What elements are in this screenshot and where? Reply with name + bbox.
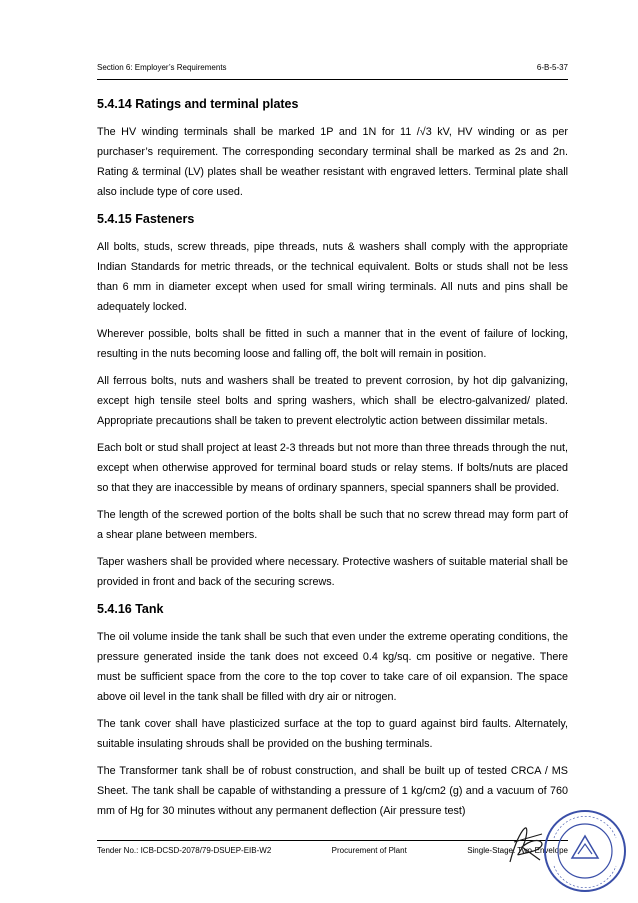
header-section: Section 6: Employer’s Requirements (97, 63, 227, 72)
heading-tank: 5.4.16 Tank (97, 602, 164, 616)
paragraph: The Transformer tank shall be of robust construction, and shall be built up of tested CRCA / MS Sheet. The tank shall be capable of withstanding a pressure of 1 kg/cm2 (g) and a vacuum of 760 mm of Hg for 30 minutes without any permanent deflection (Air pressure test) (97, 765, 568, 817)
footer-procurement: Procurement of Plant (331, 846, 407, 855)
paragraph: The oil volume inside the tank shall be such that even under the extreme operating conditions, the pressure generated inside the tank does not exceed 0.4 kg/sq. cm positive or negative. There must be sufficient space from the core to the top cover to take care of oil expansion. The space above oil level in the tank shall be filled with dry air or nitrogen. (97, 631, 568, 703)
heading-fasteners: 5.4.15 Fasteners (97, 212, 195, 226)
paragraph: All bolts, studs, screw threads, pipe threads, nuts & washers shall comply with the appropriate Indian Standards for metric threads, or the technical equivalent. Bolts or studs shall not be less than 6 mm in diameter except when used for small wiring terminals. All nuts and pins shall be adequately locked. (97, 241, 568, 313)
paragraph: The length of the screwed portion of the bolts shall be such that no screw thread may form part of a shear plane between members. (97, 509, 568, 541)
heading-ratings: 5.4.14 Ratings and terminal plates (97, 97, 299, 111)
paragraph: Wherever possible, bolts shall be fitted in such a manner that in the event of failure of locking, resulting in the nuts becoming loose and falling off, the bolt will remain in position. (97, 328, 568, 360)
header-page-number: 6-B-5-37 (536, 63, 568, 72)
paragraph: Taper washers shall be provided where necessary. Protective washers of suitable material shall be provided in front and back of the securing screws. (97, 556, 568, 588)
paragraph: The tank cover shall have plasticized surface at the top to guard against bird faults. Alternately, suitable insulating shrouds shall be provided on the bushing terminals. (97, 718, 568, 750)
header-divider (97, 79, 568, 80)
footer-divider (97, 840, 568, 841)
authority-seal-icon (542, 808, 628, 894)
page-header (97, 63, 568, 75)
page-footer (97, 846, 568, 855)
footer-tender-number: Tender No.: ICB-DCSD-2078/79-DSUEP-EIB-W2 (97, 846, 272, 855)
paragraph: All ferrous bolts, nuts and washers shall be treated to prevent corrosion, by hot dip galvanizing, except high tensile steel bolts and spring washers, which shall be electro-galvanized/ plated. Appropriate precautions shall be taken to prevent electrolytic action between dissimilar metals. (97, 375, 568, 427)
document-body (97, 94, 568, 828)
paragraph: Each bolt or stud shall project at least 2-3 threads but not more than three threads through the nut, except when otherwise approved for terminal board studs or relay stems. If bolts/nuts are placed so that they are inaccessible by means of ordinary spanners, special spanners shall be provided. (97, 442, 568, 494)
paragraph: The HV winding terminals shall be marked 1P and 1N for 11 /√3 kV, HV winding or as per purchaser’s requirement. The corresponding secondary terminal shall be marked as 2s and 2n. Rating & terminal (LV) plates shall be weather resistant with engraved letters. Terminal plate shall also include type of core used. (97, 126, 568, 198)
footer-envelope: Single-Stage: Two-Envelope (467, 846, 568, 855)
